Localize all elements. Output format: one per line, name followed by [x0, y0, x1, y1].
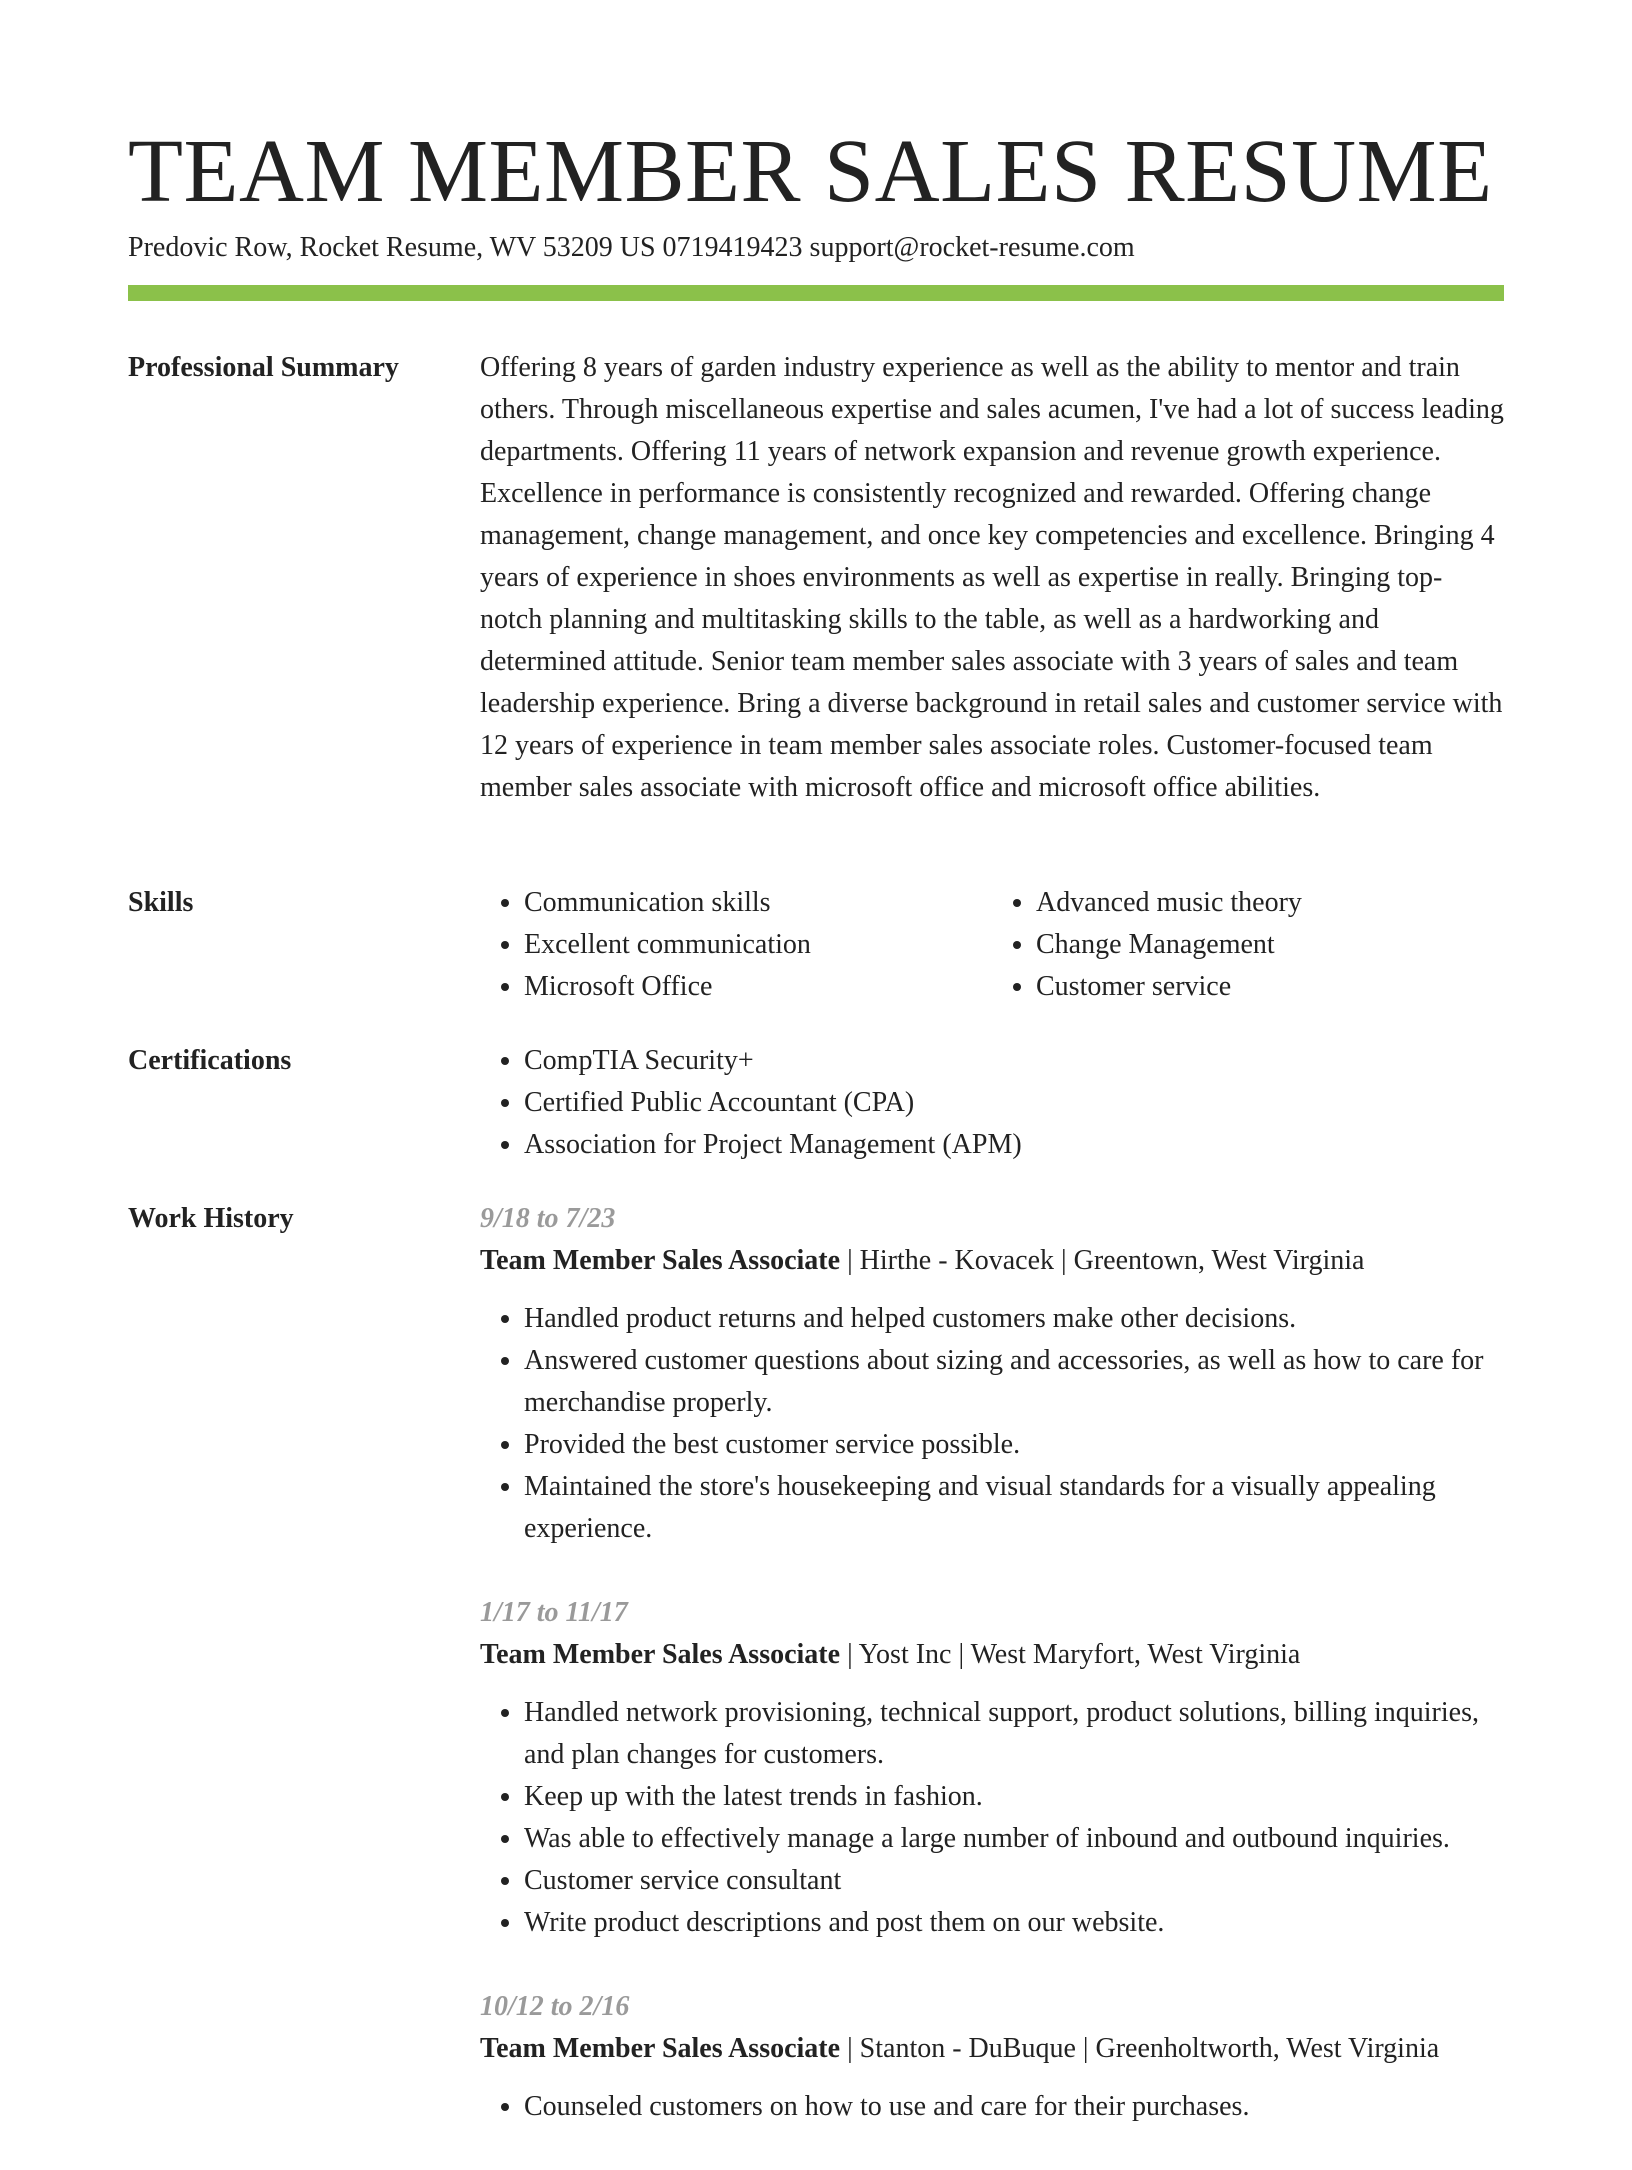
job-title: Team Member Sales Associate — [480, 1245, 841, 1276]
job-details: | Yost Inc | West Maryfort, West Virginia — [840, 1639, 1301, 1670]
work-history-label: Work History — [128, 1203, 294, 1234]
job-bullets — [480, 2086, 1504, 2128]
job-bullet: • Write product descriptions and post them on our website. — [524, 1902, 1504, 1944]
job-entry — [480, 1592, 1504, 1944]
skills-body — [480, 882, 1504, 1008]
skill-item: • Advanced music theory — [1036, 882, 1504, 924]
skill-item: • Customer service — [1036, 966, 1504, 1008]
job-title: Team Member Sales Associate — [480, 1639, 841, 1670]
job-details: | Stanton - DuBuque | Greenholtworth, West Virginia — [840, 2033, 1440, 2064]
job-dates: 10/12 to 2/16 — [480, 1991, 630, 2022]
skills-list-left — [480, 882, 992, 1008]
summary-label: Professional Summary — [128, 352, 399, 383]
work-history-body — [480, 1198, 1504, 2170]
job-bullet: • Keep up with the latest trends in fashion. — [524, 1776, 1504, 1818]
job-heading — [480, 1240, 1504, 1282]
skills-list-right — [992, 882, 1504, 1008]
summary-text: Offering 8 years of garden industry experience as well as the ability to mentor and train others. Through miscellaneous expertise and sales acumen, I've had a lot of success leading departments. Offering 11 years of network expansion and revenue growth experience. Excellence in performance is consistently recognized and rewarded. Offering change management, change management, and once key competencies and excellence. Bringing 4 years of experience in shoes environments as well as expertise in really. Bringing top-notch planning and multitasking skills to the table, as well as a hardworking and determined attitude. Senior team member sales associate with 3 years of sales and team leadership experience. Bring a diverse background in retail sales and customer service with 12 years of experience in team member sales associate roles. Customer-focused team member sales associate with microsoft office and microsoft office abilities. — [480, 352, 1504, 803]
job-bullet: • Handled product returns and helped customers make other decisions. — [524, 1298, 1504, 1340]
job-details: | Hirthe - Kovacek | Greentown, West Virginia — [840, 1245, 1365, 1276]
resume-title: TEAM MEMBER SALES RESUME — [128, 122, 1493, 221]
skills-label: Skills — [128, 887, 194, 918]
job-entry — [480, 1986, 1504, 2128]
skill-item: • Microsoft Office — [524, 966, 992, 1008]
certifications-list — [480, 1040, 1504, 1166]
certification-item: • Certified Public Accountant (CPA) — [524, 1082, 1504, 1124]
job-dates: 9/18 to 7/23 — [480, 1203, 616, 1234]
job-bullets — [480, 1298, 1504, 1550]
skill-item: • Communication skills — [524, 882, 992, 924]
job-bullet: • Customer service consultant — [524, 1860, 1504, 1902]
job-bullet: • Provided the best customer service possible. — [524, 1424, 1504, 1466]
job-bullet: • Counseled customers on how to use and care for their purchases. — [524, 2086, 1504, 2128]
job-title: Team Member Sales Associate — [480, 2033, 841, 2064]
summary-body — [480, 347, 1504, 809]
certifications-label: Certifications — [128, 1045, 292, 1076]
header-divider — [128, 285, 1504, 301]
certification-item: • CompTIA Security+ — [524, 1040, 1504, 1082]
job-heading — [480, 1634, 1504, 1676]
job-bullet: • Was able to effectively manage a large number of inbound and outbound inquiries. — [524, 1818, 1504, 1860]
job-dates: 1/17 to 11/17 — [480, 1597, 628, 1628]
job-bullets — [480, 1692, 1504, 1944]
job-bullet: • Maintained the store's housekeeping and visual standards for a visually appealing experience. — [524, 1466, 1504, 1550]
skill-item: • Change Management — [1036, 924, 1504, 966]
job-entry — [480, 1198, 1504, 1550]
certifications-body — [480, 1040, 1504, 1166]
skill-item: • Excellent communication — [524, 924, 992, 966]
job-bullet: • Answered customer questions about sizing and accessories, as well as how to care for merchandise properly. — [524, 1340, 1504, 1424]
contact-line: Predovic Row, Rocket Resume, WV 53209 US 0719419423 support@rocket-resume.com — [128, 232, 1135, 263]
job-bullet: • Handled network provisioning, technical support, product solutions, billing inquiries, and plan changes for customers. — [524, 1692, 1504, 1776]
certification-item: • Association for Project Management (APM) — [524, 1124, 1504, 1166]
job-heading — [480, 2028, 1504, 2070]
